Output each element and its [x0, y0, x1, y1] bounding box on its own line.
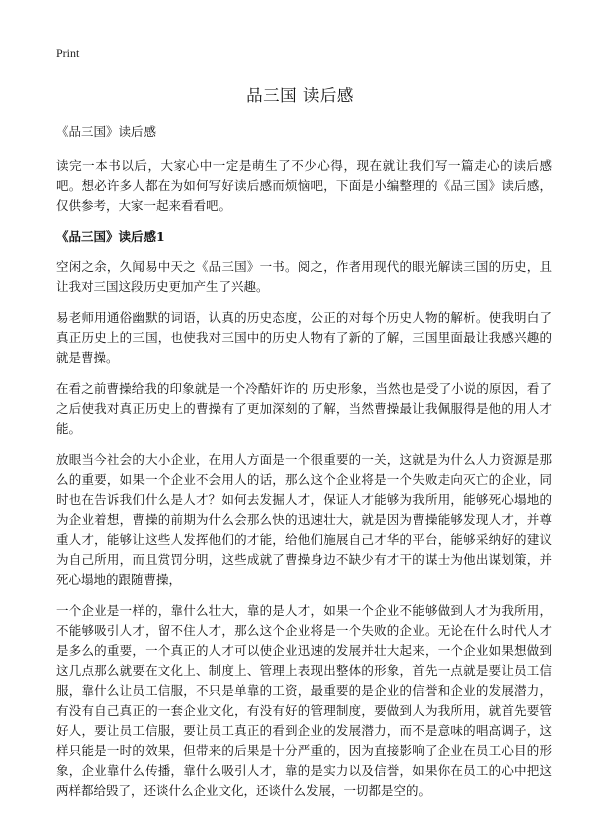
- article-body: [56, 122, 552, 812]
- paragraph-3: 在看之前曹操给我的印象就是一个冷酷奸诈的 历史形象，当然也是受了小说的原因，看了之后使我对真正历史上的曹操有了更加深刻的了解，当然曹操最让我佩服得是他的用人才能。: [56, 381, 552, 436]
- paragraph-4: 放眼当今社会的大小企业，在用人方面是一个很重要的一关，这就是为什么人力资源是那么的重要，如果一个企业不会用人的话，那么这个企业将是一个失败走向灭亡的企业，同时也在告诉我们什么是人才？如何去发掘人才，保证人才能够为我所用，能够死心塌地的为企业着想，曹操的前期为什么会那么快的迅速壮大，就是因为曹操能够发现人才，并尊重人才，能够让这些人发挥他们的才能，给他们施展自己才华的平台，能够采纳好的建议为自己所用，而且赏罚分明，这些成就了曹操身边不缺少有才干的谋士为他出谋划策，并死心塌地的跟随曹操，: [56, 452, 552, 587]
- page-title: 品三国 读后感: [246, 86, 354, 105]
- print-link[interactable]: Print: [56, 46, 80, 60]
- intro-paragraph: 读完一本书以后，大家心中一定是萌生了不少心得，现在就让我们写一篇走心的读后感吧。想必许多人都在为如何写好读后感而烦恼吧，下面是小编整理的《品三国》读后感，仅供参考，大家一起来看看吧。: [56, 158, 552, 213]
- section-heading: 《品三国》读后感1: [56, 229, 165, 244]
- paragraph-2: 易老师用通俗幽默的词语，认真的历史态度，公正的对每个历史人物的解析。使我明白了真正历史上的三国，也使我对三国中的历史人物有了新的了解，三国里面最让我感兴趣的就是曹操。: [56, 310, 552, 365]
- paragraph-1: 空闲之余，久闻易中天之《品三国》一书。阅之，作者用现代的眼光解读三国的历史，且让我对三国这段历史更加产生了兴趣。: [56, 259, 552, 294]
- article-subtitle: 《品三国》读后感: [56, 124, 157, 139]
- paragraph-5: 一个企业是一样的，靠什么壮大，靠的是人才，如果一个企业不能够做到人才为我所用，不能够吸引人才，留不住人才，那么这个企业将是一个失败的企业。无论在什么时代人才是多么的重要，一个真正的人才可以使企业迅速的发展并壮大起来，一个企业如果想做到这几点那么就要在文化上、制度上、管理上表现出整体的形象，首先一点就是要让员工信服，靠什么让员工信服，不只是单靠的工资，最重要的是企业的信誉和企业的发展潜力，有没有自己真正的一套企业文化，有没有好的管理制度，要做到人为我所用，就首先要管好人，要让员工信服，要让员工真正的看到企业的发展潜力，而不是意味的唱高调子，这样只能是一时的效果，但带来的后果是十分严重的，因为直接影响了企业在员工心目的形象，企业靠什么传播，靠什么吸引人才，靠的是实力以及信誉，如果你在员工的心中把这两样都给毁了，还谈什么企业文化，还谈什么发展，一切都是空的。: [56, 603, 552, 798]
